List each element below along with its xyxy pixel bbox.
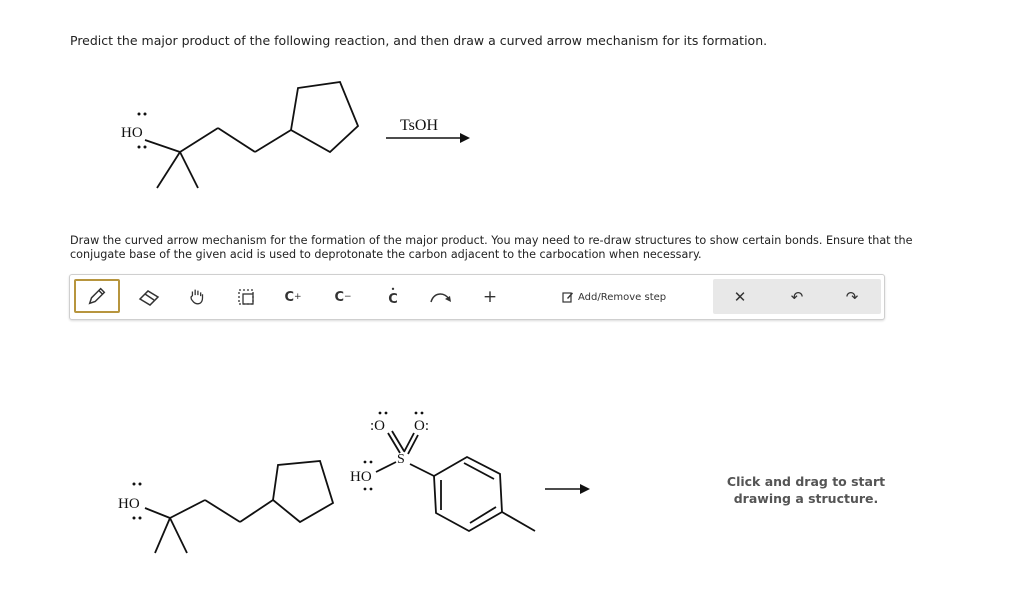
undo-button[interactable] xyxy=(777,279,817,314)
carbanion-tool[interactable] xyxy=(330,283,356,311)
canvas-reactant-lone-pairs xyxy=(133,483,142,520)
drawing-toolbar xyxy=(69,274,885,320)
clear-button[interactable] xyxy=(720,279,760,314)
undo-icon: ↶ xyxy=(790,287,804,306)
canvas-tsoh-lone-pairs xyxy=(364,412,424,491)
radical-label: C xyxy=(388,292,398,307)
canvas-tsoh-structure xyxy=(376,431,535,531)
reactant-structure xyxy=(145,82,358,188)
radical-tool[interactable] xyxy=(380,283,406,311)
canvas-reactant-oh-label: HO xyxy=(118,496,140,512)
reactant-oh-label: HO xyxy=(121,125,143,141)
carbocation-charge: + xyxy=(294,292,302,302)
pencil-tool[interactable] xyxy=(74,279,120,313)
carbocation-tool[interactable] xyxy=(280,283,306,311)
pencil-icon xyxy=(86,285,108,307)
curved-arrow-tool[interactable] xyxy=(426,283,456,311)
canvas-hint-line2: drawing a structure. xyxy=(733,491,879,506)
add-remove-step-label: Add/Remove step xyxy=(578,291,667,303)
canvas-reactant-structure xyxy=(145,461,333,553)
redo-button[interactable] xyxy=(832,279,872,314)
add-tool[interactable] xyxy=(478,283,502,311)
canvas-tsoh-s-label: S xyxy=(397,452,405,467)
hand-tool[interactable] xyxy=(182,283,212,311)
carbanion-charge: − xyxy=(344,292,352,302)
canvas-hint xyxy=(700,473,912,507)
carbocation-label: C xyxy=(284,289,294,305)
close-icon: ✕ xyxy=(733,287,747,306)
canvas-tsoh-o-right: O: xyxy=(414,418,429,434)
eraser-tool[interactable] xyxy=(134,283,164,311)
edit-icon xyxy=(562,291,574,303)
canvas-arrow xyxy=(545,484,590,494)
canvas-tsoh-oh-label: HO xyxy=(350,469,372,485)
canvas-tsoh-o-left: :O xyxy=(370,418,385,434)
selection-icon xyxy=(236,287,256,307)
radical-dot: • xyxy=(390,285,396,294)
select-tool[interactable] xyxy=(232,283,260,311)
instructions-text: Draw the curved arrow mechanism for the formation of the major product. You may need to re-draw structures to show certain bonds. Ensure that the conjugate base of the given acid is used to deprotonate the carbon adjacent to the carbocation when necessary. xyxy=(70,234,913,261)
hand-icon xyxy=(186,286,208,308)
action-group xyxy=(713,279,881,314)
add-label: + xyxy=(482,287,498,307)
reactant-lone-pairs xyxy=(138,113,147,149)
carbanion-label: C xyxy=(334,289,344,305)
eraser-icon xyxy=(137,287,161,307)
reagent-label: TsOH xyxy=(400,117,438,134)
redo-icon: ↷ xyxy=(845,287,859,306)
reaction-arrow xyxy=(386,133,470,143)
canvas-hint-line1: Click and drag to start xyxy=(726,474,886,489)
question-text: Predict the major product of the following reaction, and then draw a curved arrow mechanism for its formation. xyxy=(70,33,768,48)
add-remove-step-button[interactable] xyxy=(562,288,666,306)
curved-arrow-icon xyxy=(428,289,454,305)
